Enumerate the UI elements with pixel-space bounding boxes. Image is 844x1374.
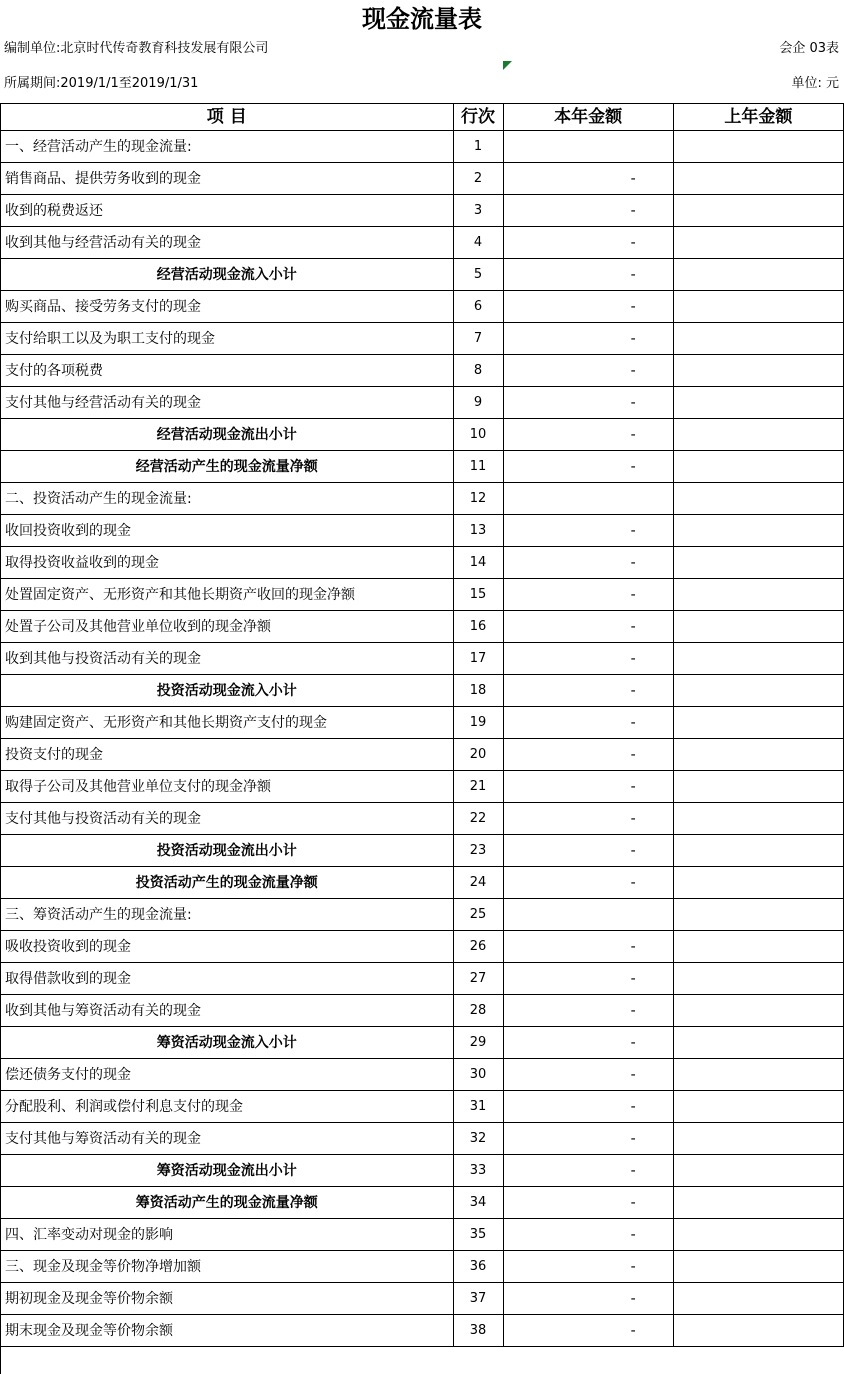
current-year-amount-cell[interactable]: -	[503, 1219, 673, 1251]
line-number-cell[interactable]: 2	[453, 163, 503, 195]
table-row	[1, 1059, 844, 1091]
line-number-cell[interactable]: 14	[453, 547, 503, 579]
line-number-cell[interactable]: 9	[453, 387, 503, 419]
prior-year-amount-cell[interactable]	[673, 931, 843, 963]
current-year-amount-cell[interactable]: -	[503, 739, 673, 771]
item-cell[interactable]: 支付给职工以及为职工支付的现金	[1, 323, 454, 355]
prior-year-amount-cell[interactable]	[673, 355, 843, 387]
item-cell[interactable]: 销售商品、提供劳务收到的现金	[1, 163, 454, 195]
current-year-amount-cell[interactable]: -	[503, 707, 673, 739]
table-row	[1, 1091, 844, 1123]
line-number-cell[interactable]: 7	[453, 323, 503, 355]
line-number-cell[interactable]: 37	[453, 1283, 503, 1315]
current-year-amount-cell[interactable]: -	[503, 227, 673, 259]
subtotal-item-cell[interactable]: 经营活动产生的现金流量净额	[1, 451, 454, 483]
subtotal-item-cell[interactable]: 投资活动产生的现金流量净额	[1, 867, 454, 899]
form-code: 会企 03表	[779, 41, 839, 56]
line-number-cell[interactable]: 6	[453, 291, 503, 323]
prior-year-amount-cell[interactable]	[673, 739, 843, 771]
prior-year-amount-cell[interactable]	[673, 131, 843, 163]
item-cell[interactable]: 取得借款收到的现金	[1, 963, 454, 995]
current-year-amount-cell[interactable]: -	[503, 259, 673, 291]
subtotal-item-cell[interactable]: 筹资活动现金流入小计	[1, 1027, 454, 1059]
line-number-cell[interactable]: 1	[453, 131, 503, 163]
sheet-left-border	[0, 1347, 1, 1374]
line-number-cell[interactable]: 19	[453, 707, 503, 739]
current-year-amount-cell[interactable]: -	[503, 323, 673, 355]
line-number-cell[interactable]: 22	[453, 803, 503, 835]
subtotal-item-cell[interactable]: 投资活动现金流入小计	[1, 675, 454, 707]
table-row	[1, 1155, 844, 1187]
currency-unit: 单位: 元	[791, 76, 839, 91]
reporting-period: 所属期间:2019/1/1至2019/1/31	[4, 76, 199, 91]
prior-year-amount-cell[interactable]	[673, 675, 843, 707]
line-number-cell[interactable]: 10	[453, 419, 503, 451]
current-year-amount-cell[interactable]: -	[503, 931, 673, 963]
table-row	[1, 227, 844, 259]
prior-year-amount-cell[interactable]	[673, 163, 843, 195]
current-year-amount-cell[interactable]: -	[503, 803, 673, 835]
table-row	[1, 1187, 844, 1219]
table-row	[1, 1027, 844, 1059]
line-number-cell[interactable]: 25	[453, 899, 503, 931]
line-number-cell[interactable]: 8	[453, 355, 503, 387]
prior-year-amount-cell[interactable]	[673, 1219, 843, 1251]
prior-year-amount-cell[interactable]	[673, 611, 843, 643]
item-cell[interactable]: 收到其他与投资活动有关的现金	[1, 643, 454, 675]
prior-year-amount-cell[interactable]	[673, 227, 843, 259]
column-header-line-no[interactable]: 行次	[453, 104, 503, 131]
current-year-amount-cell[interactable]: -	[503, 1283, 673, 1315]
prior-year-amount-cell[interactable]	[673, 803, 843, 835]
prior-year-amount-cell[interactable]	[673, 515, 843, 547]
current-year-amount-cell[interactable]: -	[503, 195, 673, 227]
table-row	[1, 1283, 844, 1315]
prior-year-amount-cell[interactable]	[673, 387, 843, 419]
current-year-amount-cell[interactable]: -	[503, 995, 673, 1027]
current-year-amount-cell[interactable]: -	[503, 835, 673, 867]
prior-year-amount-cell[interactable]	[673, 1155, 843, 1187]
table-row	[1, 931, 844, 963]
current-year-amount-cell[interactable]: -	[503, 611, 673, 643]
prior-year-amount-cell[interactable]	[673, 323, 843, 355]
item-cell[interactable]: 收回投资收到的现金	[1, 515, 454, 547]
table-row	[1, 707, 844, 739]
item-cell[interactable]: 支付的各项税费	[1, 355, 454, 387]
subtotal-item-cell[interactable]: 经营活动现金流出小计	[1, 419, 454, 451]
prior-year-amount-cell[interactable]	[673, 483, 843, 515]
prior-year-amount-cell[interactable]	[673, 1315, 843, 1347]
item-cell[interactable]: 期初现金及现金等价物余额	[1, 1283, 454, 1315]
table-row	[1, 131, 844, 163]
line-number-cell[interactable]: 30	[453, 1059, 503, 1091]
line-number-cell[interactable]: 23	[453, 835, 503, 867]
line-number-cell[interactable]: 3	[453, 195, 503, 227]
item-cell[interactable]: 购建固定资产、无形资产和其他长期资产支付的现金	[1, 707, 454, 739]
table-row	[1, 1219, 844, 1251]
table-row	[1, 1123, 844, 1155]
table-row	[1, 579, 844, 611]
table-row	[1, 675, 844, 707]
current-year-amount-cell[interactable]: -	[503, 1059, 673, 1091]
table-row	[1, 611, 844, 643]
item-cell[interactable]: 三、现金及现金等价物净增加额	[1, 1251, 454, 1283]
item-cell[interactable]: 分配股利、利润或偿付利息支付的现金	[1, 1091, 454, 1123]
prior-year-amount-cell[interactable]	[673, 835, 843, 867]
table-row	[1, 963, 844, 995]
prior-year-amount-cell[interactable]	[673, 899, 843, 931]
current-year-amount-cell[interactable]: -	[503, 547, 673, 579]
current-year-amount-cell[interactable]: -	[503, 771, 673, 803]
line-number-cell[interactable]: 20	[453, 739, 503, 771]
prior-year-amount-cell[interactable]	[673, 195, 843, 227]
item-cell[interactable]: 收到其他与筹资活动有关的现金	[1, 995, 454, 1027]
current-year-amount-cell[interactable]: -	[503, 163, 673, 195]
current-year-amount-cell[interactable]	[503, 899, 673, 931]
table-body	[1, 131, 844, 1347]
item-cell[interactable]: 一、经营活动产生的现金流量:	[1, 131, 454, 163]
prior-year-amount-cell[interactable]	[673, 995, 843, 1027]
prior-year-amount-cell[interactable]	[673, 419, 843, 451]
current-year-amount-cell[interactable]: -	[503, 1027, 673, 1059]
current-year-amount-cell[interactable]	[503, 483, 673, 515]
current-year-amount-cell[interactable]: -	[503, 387, 673, 419]
item-cell[interactable]: 三、筹资活动产生的现金流量:	[1, 899, 454, 931]
current-year-amount-cell[interactable]	[503, 131, 673, 163]
table-row	[1, 355, 844, 387]
current-year-amount-cell[interactable]: -	[503, 1091, 673, 1123]
current-year-amount-cell[interactable]: -	[503, 1155, 673, 1187]
table-row	[1, 867, 844, 899]
line-number-cell[interactable]: 34	[453, 1187, 503, 1219]
item-cell[interactable]: 吸收投资收到的现金	[1, 931, 454, 963]
current-year-amount-cell[interactable]: -	[503, 515, 673, 547]
current-year-amount-cell[interactable]: -	[503, 1123, 673, 1155]
line-number-cell[interactable]: 27	[453, 963, 503, 995]
prior-year-amount-cell[interactable]	[673, 1059, 843, 1091]
item-cell[interactable]: 二、投资活动产生的现金流量:	[1, 483, 454, 515]
item-cell[interactable]: 购买商品、接受劳务支付的现金	[1, 291, 454, 323]
line-number-cell[interactable]: 16	[453, 611, 503, 643]
table-row	[1, 515, 844, 547]
table-row	[1, 323, 844, 355]
table-row	[1, 547, 844, 579]
prior-year-amount-cell[interactable]	[673, 771, 843, 803]
line-number-cell[interactable]: 35	[453, 1219, 503, 1251]
prior-year-amount-cell[interactable]	[673, 963, 843, 995]
prior-year-amount-cell[interactable]	[673, 547, 843, 579]
line-number-cell[interactable]: 21	[453, 771, 503, 803]
line-number-cell[interactable]: 17	[453, 643, 503, 675]
item-cell[interactable]: 取得子公司及其他营业单位支付的现金净额	[1, 771, 454, 803]
item-cell[interactable]: 处置固定资产、无形资产和其他长期资产收回的现金净额	[1, 579, 454, 611]
prior-year-amount-cell[interactable]	[673, 643, 843, 675]
prior-year-amount-cell[interactable]	[673, 1027, 843, 1059]
line-number-cell[interactable]: 32	[453, 1123, 503, 1155]
column-header-current-year[interactable]: 本年金额	[503, 104, 673, 131]
prior-year-amount-cell[interactable]	[673, 707, 843, 739]
table-row	[1, 995, 844, 1027]
line-number-cell[interactable]: 33	[453, 1155, 503, 1187]
table-row	[1, 1315, 844, 1347]
current-year-amount-cell[interactable]: -	[503, 355, 673, 387]
item-cell[interactable]: 偿还债务支付的现金	[1, 1059, 454, 1091]
table-row	[1, 195, 844, 227]
subtotal-item-cell[interactable]: 筹资活动现金流出小计	[1, 1155, 454, 1187]
line-number-cell[interactable]: 28	[453, 995, 503, 1027]
cash-flow-table	[0, 103, 844, 1347]
table-row	[1, 803, 844, 835]
table-row	[1, 387, 844, 419]
line-number-cell[interactable]: 36	[453, 1251, 503, 1283]
prior-year-amount-cell[interactable]	[673, 259, 843, 291]
column-header-item[interactable]: 项 目	[1, 104, 454, 131]
prior-year-amount-cell[interactable]	[673, 1123, 843, 1155]
table-row	[1, 163, 844, 195]
line-number-cell[interactable]: 29	[453, 1027, 503, 1059]
current-year-amount-cell[interactable]: -	[503, 1315, 673, 1347]
cell-comment-marker	[503, 61, 512, 70]
item-cell[interactable]: 处置子公司及其他营业单位收到的现金净额	[1, 611, 454, 643]
current-year-amount-cell[interactable]: -	[503, 291, 673, 323]
table-row	[1, 259, 844, 291]
subtotal-item-cell[interactable]: 投资活动现金流出小计	[1, 835, 454, 867]
reporting-entity: 编制单位:北京时代传奇教育科技发展有限公司	[4, 41, 269, 56]
table-row	[1, 451, 844, 483]
item-cell[interactable]: 四、汇率变动对现金的影响	[1, 1219, 454, 1251]
line-number-cell[interactable]: 24	[453, 867, 503, 899]
line-number-cell[interactable]: 38	[453, 1315, 503, 1347]
item-cell[interactable]: 取得投资收益收到的现金	[1, 547, 454, 579]
line-number-cell[interactable]: 4	[453, 227, 503, 259]
item-cell[interactable]: 期末现金及现金等价物余额	[1, 1315, 454, 1347]
line-number-cell[interactable]: 31	[453, 1091, 503, 1123]
line-number-cell[interactable]: 13	[453, 515, 503, 547]
line-number-cell[interactable]: 15	[453, 579, 503, 611]
prior-year-amount-cell[interactable]	[673, 1187, 843, 1219]
table-row	[1, 643, 844, 675]
current-year-amount-cell[interactable]: -	[503, 867, 673, 899]
current-year-amount-cell[interactable]: -	[503, 419, 673, 451]
prior-year-amount-cell[interactable]	[673, 1251, 843, 1283]
item-cell[interactable]: 支付其他与经营活动有关的现金	[1, 387, 454, 419]
table-row	[1, 835, 844, 867]
prior-year-amount-cell[interactable]	[673, 1091, 843, 1123]
item-cell[interactable]: 投资支付的现金	[1, 739, 454, 771]
report-title: 现金流量表	[362, 5, 482, 33]
line-number-cell[interactable]: 18	[453, 675, 503, 707]
subtotal-item-cell[interactable]: 经营活动现金流入小计	[1, 259, 454, 291]
prior-year-amount-cell[interactable]	[673, 291, 843, 323]
current-year-amount-cell[interactable]: -	[503, 1251, 673, 1283]
prior-year-amount-cell[interactable]	[673, 1283, 843, 1315]
table-row	[1, 771, 844, 803]
item-cell[interactable]: 支付其他与投资活动有关的现金	[1, 803, 454, 835]
prior-year-amount-cell[interactable]	[673, 867, 843, 899]
table-row	[1, 483, 844, 515]
table-row	[1, 419, 844, 451]
line-number-cell[interactable]: 12	[453, 483, 503, 515]
column-header-prior-year[interactable]: 上年金额	[673, 104, 843, 131]
current-year-amount-cell[interactable]: -	[503, 643, 673, 675]
item-cell[interactable]: 收到的税费返还	[1, 195, 454, 227]
current-year-amount-cell[interactable]: -	[503, 579, 673, 611]
prior-year-amount-cell[interactable]	[673, 451, 843, 483]
subtotal-item-cell[interactable]: 筹资活动产生的现金流量净额	[1, 1187, 454, 1219]
table-row	[1, 1251, 844, 1283]
line-number-cell[interactable]: 11	[453, 451, 503, 483]
table-row	[1, 291, 844, 323]
current-year-amount-cell[interactable]: -	[503, 1187, 673, 1219]
table-row	[1, 899, 844, 931]
line-number-cell[interactable]: 26	[453, 931, 503, 963]
current-year-amount-cell[interactable]: -	[503, 451, 673, 483]
current-year-amount-cell[interactable]: -	[503, 963, 673, 995]
current-year-amount-cell[interactable]: -	[503, 675, 673, 707]
table-row	[1, 739, 844, 771]
table-header-row	[1, 104, 844, 131]
line-number-cell[interactable]: 5	[453, 259, 503, 291]
item-cell[interactable]: 支付其他与筹资活动有关的现金	[1, 1123, 454, 1155]
prior-year-amount-cell[interactable]	[673, 579, 843, 611]
item-cell[interactable]: 收到其他与经营活动有关的现金	[1, 227, 454, 259]
